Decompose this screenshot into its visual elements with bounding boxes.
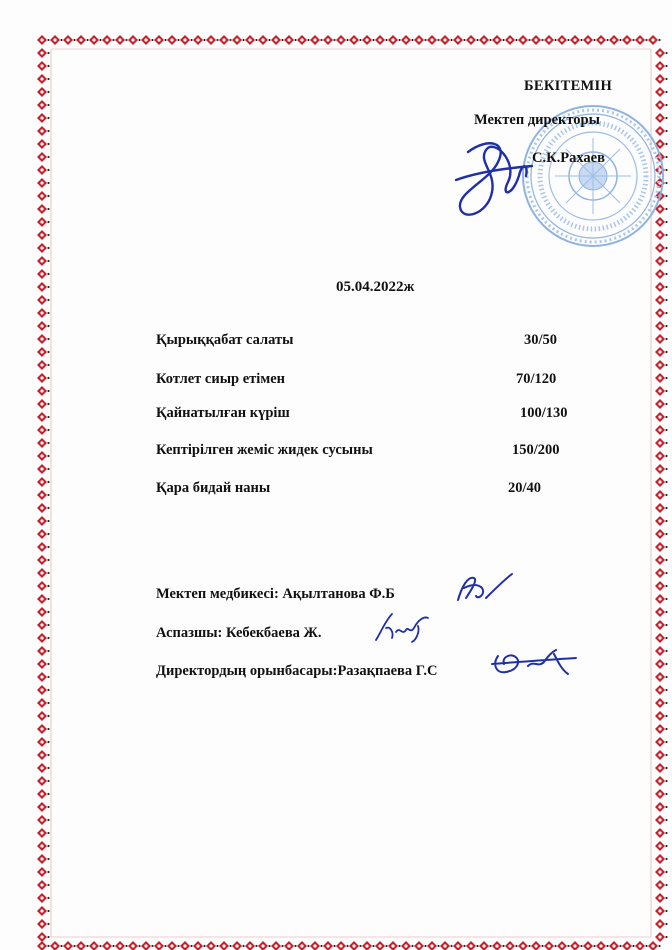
menu-item-qty: 70/120	[516, 371, 557, 387]
menu-item-qty: 150/200	[512, 442, 560, 458]
deputy-line: Директордың орынбасары:Разақпаева Г.С	[156, 663, 438, 679]
nurse-signature	[452, 570, 516, 610]
menu-item-qty: 20/40	[508, 480, 542, 496]
menu-item-name: Котлет сиыр етімен	[156, 371, 285, 387]
menu-item-qty: 30/50	[524, 332, 558, 348]
cook-signature	[372, 610, 432, 646]
director-signature	[448, 132, 534, 224]
director-title: Мектеп директоры	[474, 112, 600, 128]
menu-item-name: Қырыққабат салаты	[156, 332, 294, 348]
menu-date: 05.04.2022ж	[336, 279, 415, 295]
deputy-signature	[488, 646, 580, 680]
menu-item-name: Қара бидай наны	[156, 480, 271, 496]
menu-item-name: Кептірілген жеміс жидек сусыны	[156, 442, 373, 458]
menu-item-qty: 100/130	[520, 405, 568, 421]
cook-line: Аспазшы: Кебекбаева Ж.	[156, 625, 322, 641]
director-name: С.К.Рахаев	[532, 150, 605, 166]
approve-heading: БЕКІТЕМІН	[524, 78, 613, 94]
nurse-line: Мектеп медбикесі: Ақылтанова Ф.Б	[156, 586, 395, 602]
menu-item-name: Қайнатылған күріш	[156, 405, 290, 421]
